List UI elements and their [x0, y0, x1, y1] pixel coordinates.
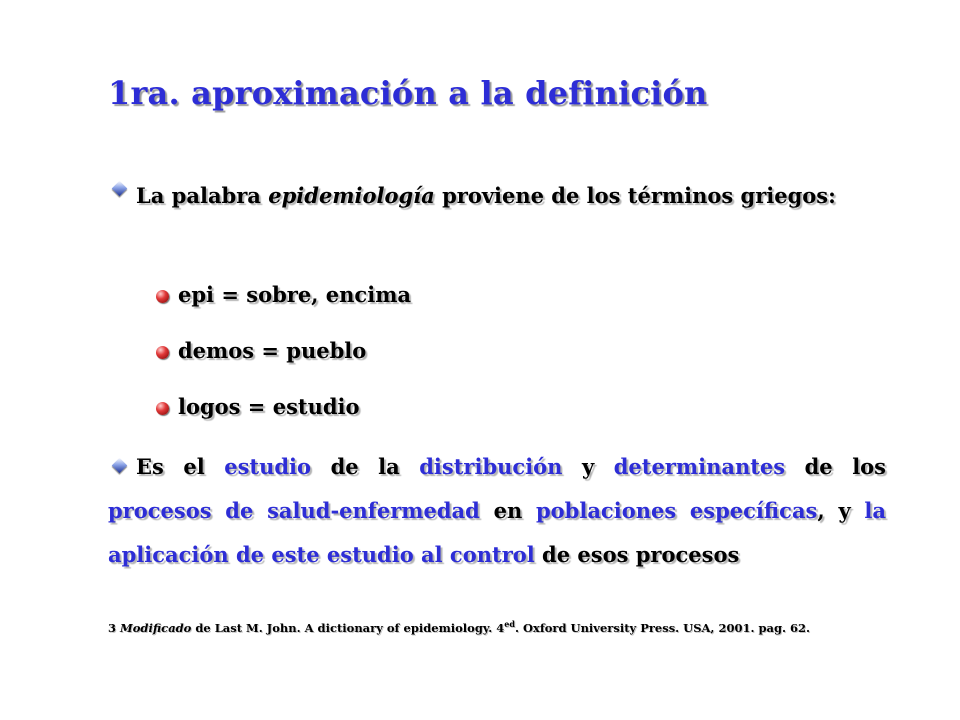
red-ball-icon — [156, 290, 169, 303]
footnote-superscript: ed — [504, 619, 515, 629]
def-text: de esos procesos — [534, 542, 740, 567]
def-text: Es el — [136, 454, 225, 479]
sub-item-demos: demos = pueblo — [178, 338, 367, 363]
footnote-text: de Last M. John. A dictionary of epidemiology. 4 — [191, 620, 505, 635]
footnote — [108, 619, 810, 635]
def-highlight: la aplicación de este estudio al control — [108, 498, 886, 567]
footnote-modificado: Modificado — [120, 620, 192, 635]
footnote-text: . Oxford University Press. USA, 2001. pag. 62. — [514, 620, 811, 635]
def-highlight: procesos de salud-enfermedad — [108, 498, 480, 523]
bullet-epidemiologia-origen — [108, 174, 886, 218]
def-text: , y — [817, 498, 865, 523]
bullet1-pre: La palabra — [136, 183, 269, 208]
def-text: en — [479, 498, 536, 523]
red-ball-icon — [156, 346, 169, 359]
def-text: y — [562, 454, 614, 479]
def-highlight: estudio — [224, 454, 312, 479]
sub-item-epi: epi = sobre, encima — [178, 282, 412, 307]
red-ball-icon — [156, 402, 169, 415]
def-text: de la — [311, 454, 420, 479]
sub-item-logos: logos = estudio — [178, 394, 360, 419]
bullet1-post: proviene de los términos griegos: — [434, 183, 836, 208]
def-highlight: poblaciones específicas — [535, 498, 818, 523]
bullet1-term: epidemiología — [268, 183, 435, 208]
def-highlight: distribución — [419, 454, 563, 479]
footnote-number: 3 — [108, 620, 121, 635]
def-highlight: determinantes — [613, 454, 786, 479]
def-text: de los — [785, 454, 886, 479]
slide-title: 1ra. aproximación a la definición — [108, 74, 708, 112]
bullet-definicion — [108, 445, 886, 577]
